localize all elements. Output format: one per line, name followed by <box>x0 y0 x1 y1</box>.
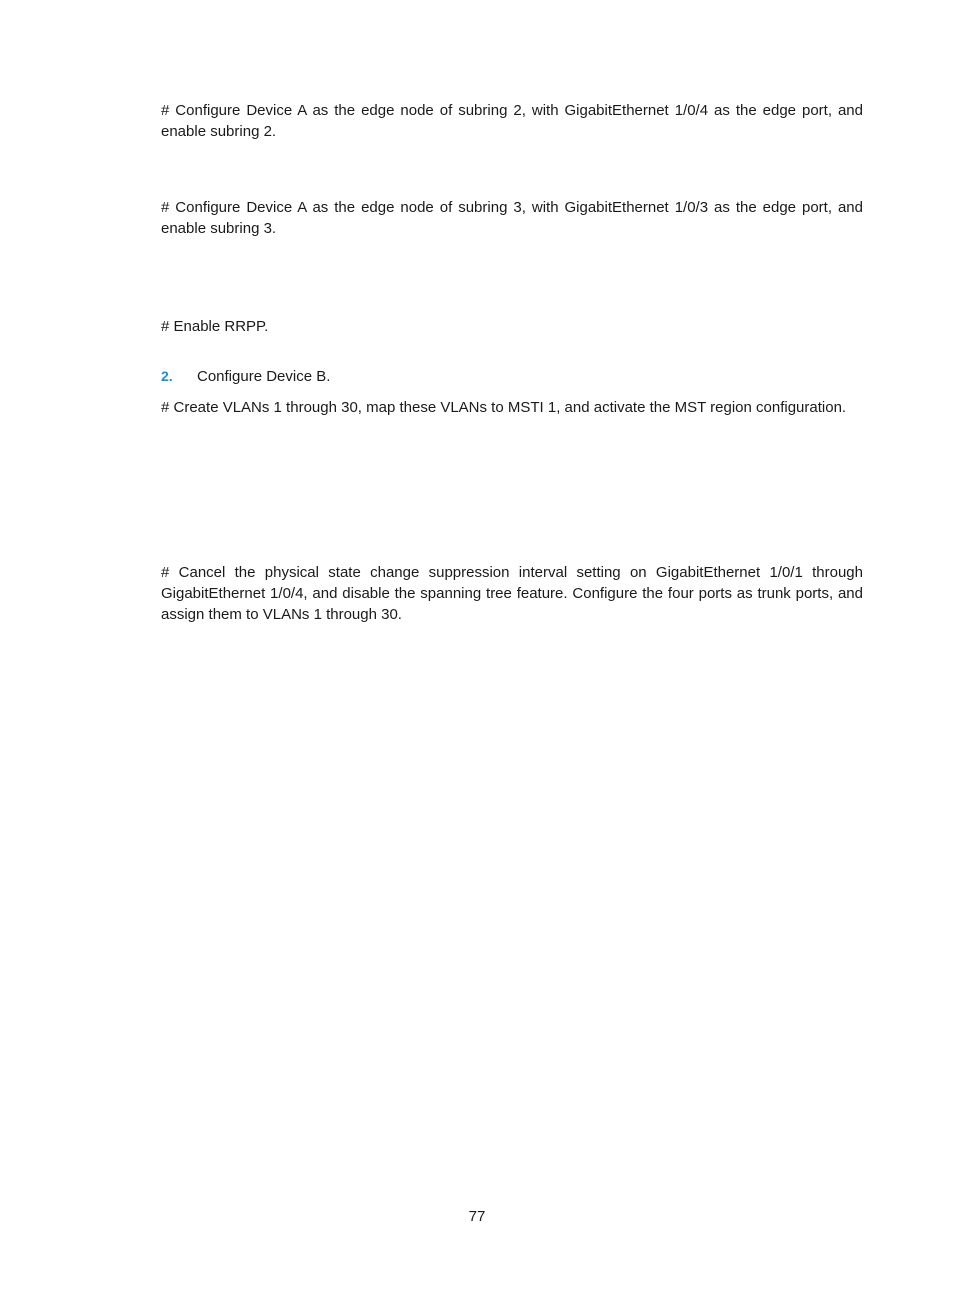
step-configure-device-b <box>161 366 863 387</box>
step-text: Configure Device B. <box>197 368 331 385</box>
paragraph-configure-subring-2: # Configure Device A as the edge node of subring 2, with GigabitEthernet 1/0/4 as the edge port, and enable subring 2. <box>161 102 863 140</box>
page-number: 77 <box>468 1208 486 1225</box>
paragraph-enable-rrpp: # Enable RRPP. <box>161 318 269 335</box>
paragraph-cancel-suppression: # Cancel the physical state change suppression interval setting on GigabitEthernet 1/0/1 through GigabitEthernet 1/0/4, and disable the spanning tree feature. Configure the four ports as trunk ports, and assign them to VLANs 1 through 30. <box>161 564 863 623</box>
paragraph-configure-subring-3: # Configure Device A as the edge node of subring 3, with GigabitEthernet 1/0/3 as the edge port, and enable subring 3. <box>161 199 863 237</box>
step-number: 2. <box>161 368 173 384</box>
paragraph-create-vlans: # Create VLANs 1 through 30, map these VLANs to MSTI 1, and activate the MST region configuration. <box>161 399 847 416</box>
